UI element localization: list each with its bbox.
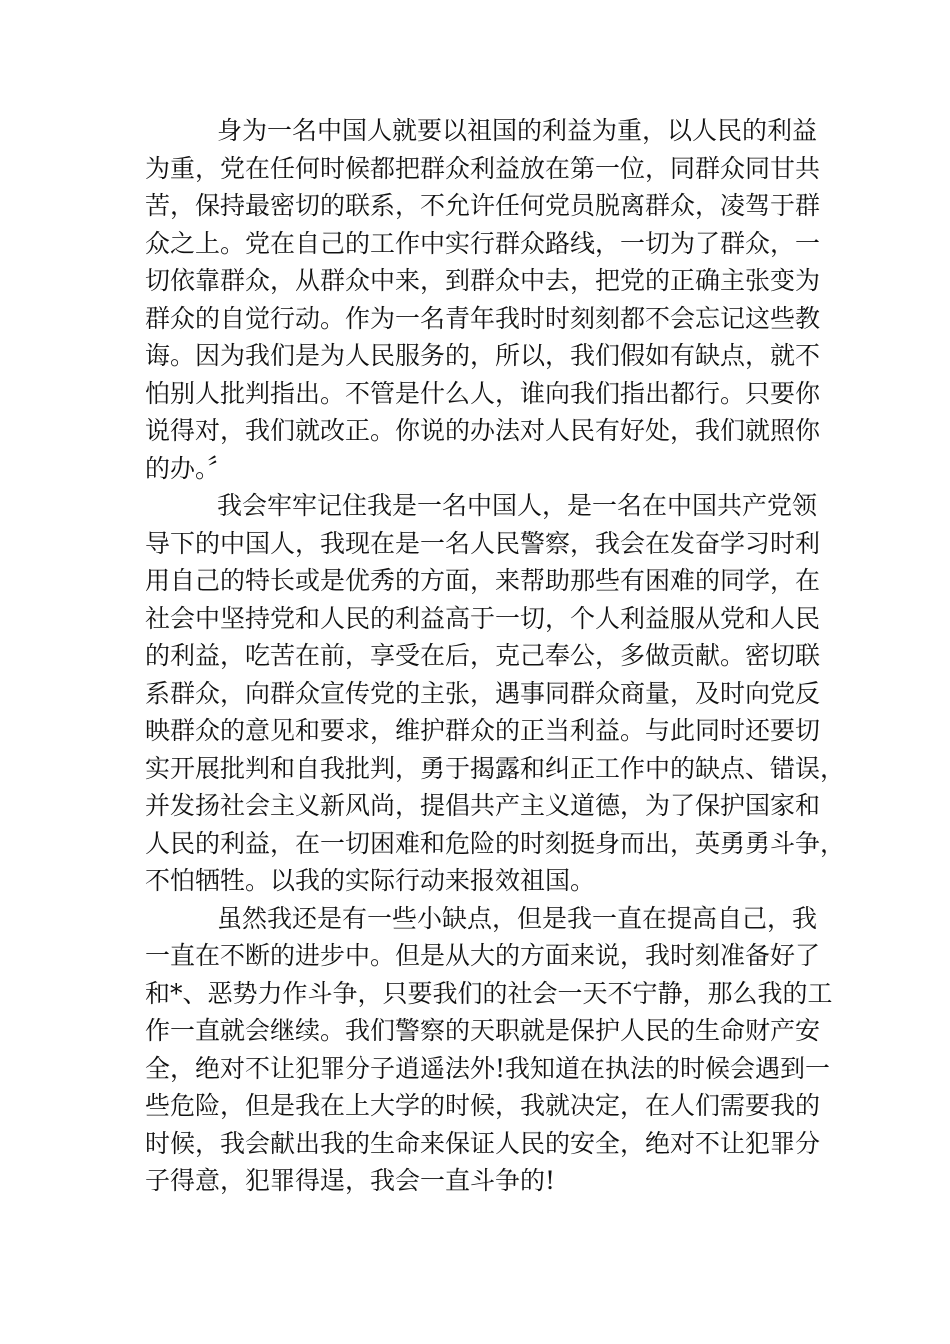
text-line: 众之上。党在自己的工作中实行群众路线，一切为了群众，一 [145,228,821,258]
text-line: 作一直就会继续。我们警察的天职就是保护人民的生命财产安 [145,1016,821,1045]
text-line: 的利益，吃苦在前，享受在后，克己奉公，多做贡献。密切联 [145,641,821,670]
text-line: 导下的中国人，我现在是一名人民警察，我会在发奋学习时利 [145,528,821,558]
document-body [145,112,846,1200]
paragraph-2 [145,487,846,900]
text-line: 些危险，但是我在上大学的时候，我就决定，在人们需要我的 [145,1091,821,1120]
text-line: 一直在不断的进步中。但是从大的方面来说，我时刻准备好了 [145,941,821,970]
text-line: 怕别人批判指出。不管是什么人，谁向我们指出都行。只要你 [145,378,821,408]
text-line: 的办。〞 [145,453,233,483]
text-line: 为重，党在任何时候都把群众利益放在第一位，同群众同甘共 [145,153,821,183]
text-line: 苦，保持最密切的联系，不允许任何党员脱离群众，凌驾于群 [145,191,821,220]
text-line: 诲。因为我们是为人民服务的，所以，我们假如有缺点，就不 [145,341,821,370]
text-line: 社会中坚持党和人民的利益高于一切，个人利益服从党和人民 [145,603,821,633]
text-line: 子得意，犯罪得逞，我会一直斗争的! [145,1166,556,1195]
text-line: 说得对，我们就改正。你说的办法对人民有好处，我们就照你 [145,416,821,445]
text-line: 群众的自觉行动。作为一名青年我时时刻刻都不会忘记这些教 [145,303,821,333]
text-line: 全，绝对不让犯罪分子逍遥法外!我知道在执法的时候会遇到一 [145,1053,831,1083]
text-line: 实开展批判和自我批判，勇于揭露和纠正工作中的缺点、错误， [145,753,846,783]
text-line: 不怕牺牲。以我的实际行动来报效祖国。 [145,866,596,895]
text-line: 人民的利益，在一切困难和危险的时刻挺身而出，英勇勇斗争， [145,828,846,858]
paragraph-1 [145,112,821,487]
text-line: 时候，我会献出我的生命来保证人民的安全，绝对不让犯罪分 [145,1128,821,1158]
text-line: 和*、恶势力作斗争，只要我们的社会一天不宁静，那么我的工 [145,978,833,1008]
text-line: 我会牢牢记住我是一名中国人，是一名在中国共产党领 [217,491,818,520]
paragraph-3 [145,900,833,1200]
text-line: 系群众，向群众宣传党的主张，遇事同群众商量，及时向党反 [145,678,821,708]
text-line: 切依靠群众，从群众中来，到群众中去，把党的正确主张变为 [145,266,821,295]
text-line: 并发扬社会主义新风尚，提倡共产主义道德，为了保护国家和 [145,791,821,820]
text-line: 用自己的特长或是优秀的方面，来帮助那些有困难的同学，在 [145,566,821,595]
text-line: 身为一名中国人就要以祖国的利益为重，以人民的利益 [217,116,818,145]
text-line: 虽然我还是有一些小缺点，但是我一直在提高自己，我 [217,903,818,933]
text-line: 映群众的意见和要求，维护群众的正当利益。与此同时还要切 [145,716,821,745]
